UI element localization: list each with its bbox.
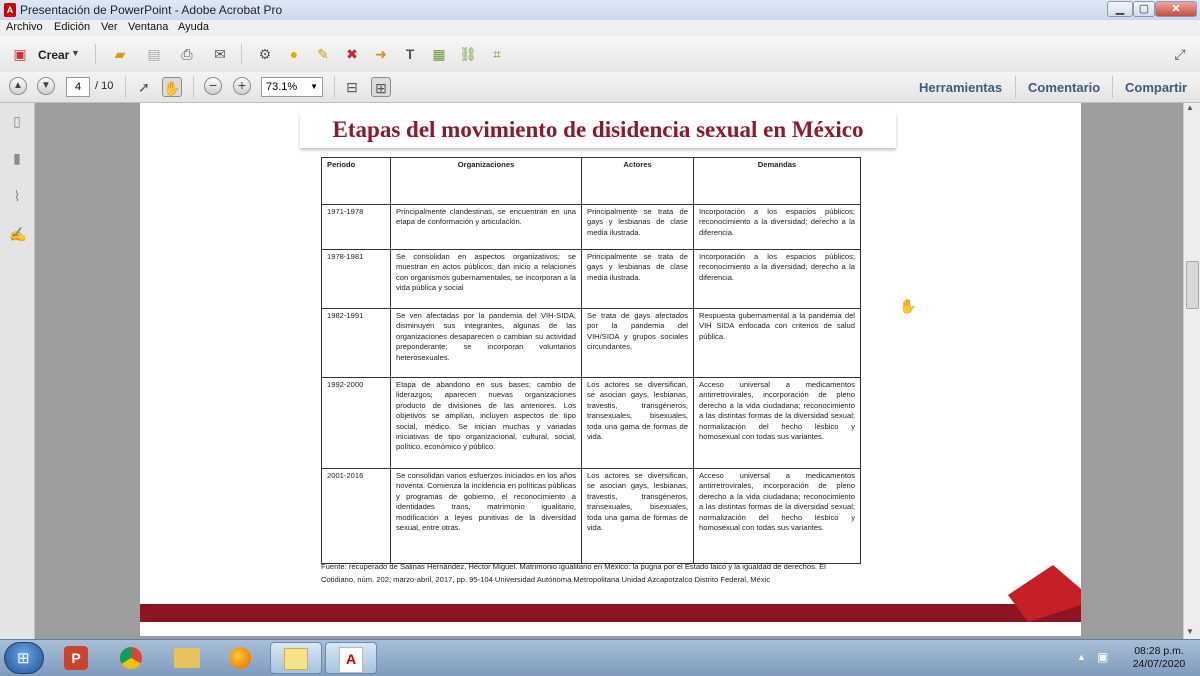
separator <box>241 44 242 64</box>
menu-ver[interactable]: Ver <box>101 21 118 33</box>
acrobat-app-icon: A <box>4 3 16 17</box>
taskbar <box>0 639 1200 676</box>
cell-demandas: Incorporación a los espacios públicos; reconocimiento a la diversidad; derecho a la diferencia. <box>694 250 861 309</box>
page-number-input[interactable]: 4 <box>66 77 90 97</box>
highlight-icon[interactable]: ✎ <box>317 46 329 62</box>
clock-time: 08:28 p.m. <box>1134 645 1184 657</box>
chevron-down-icon[interactable]: ▼ <box>71 48 80 58</box>
source-citation: Fuente: recuperado de Salinas Hernández, Héctor Miguel. Matrimonio igualitario en México: la pugna por el Estado laico y la igualdad de derechos. El Cotidiano, núm. 202, marzo-abril, 2017, pp. 95-104 Universidad Autónoma Metropolitana Unidad Azcapotzalco Distrito Federal, Méxic <box>321 562 826 584</box>
cell-periodo: 2001-2016 <box>322 469 391 564</box>
chrome-icon <box>120 647 142 669</box>
maximize-button[interactable]: ▢ <box>1133 1 1155 17</box>
start-button[interactable] <box>4 642 44 674</box>
page-thumbnails-icon[interactable]: ▯ <box>13 113 21 129</box>
tray-network-icon[interactable]: ▣ <box>1097 650 1109 664</box>
tray-arrow-icon[interactable]: ▲ <box>1077 652 1086 662</box>
zoom-out-icon[interactable]: − <box>204 77 222 95</box>
window-title: Presentación de PowerPoint - Adobe Acrobat Pro <box>20 3 283 17</box>
previous-page-icon[interactable]: ▲ <box>9 77 27 95</box>
page-total: / 10 <box>95 80 114 92</box>
table-row <box>322 250 861 309</box>
open-folder-icon[interactable]: ▰ <box>114 46 126 62</box>
text-edit-icon[interactable]: T <box>405 46 415 62</box>
acrobat-icon: A <box>339 647 363 673</box>
window-title-bar <box>0 0 1200 21</box>
hand-tool-icon[interactable]: ✋ <box>162 77 182 97</box>
next-page-icon[interactable]: ▼ <box>37 77 55 95</box>
comment-link[interactable]: Comentario <box>1028 80 1101 95</box>
comment-icon[interactable]: ● <box>289 46 299 62</box>
file-explorer-icon <box>174 648 200 668</box>
header-demandas: Demandas <box>694 158 861 205</box>
menu-ayuda[interactable]: Ayuda <box>178 21 209 33</box>
tools-link[interactable]: Herramientas <box>919 80 1003 95</box>
fit-page-icon[interactable]: ⊟ <box>346 79 358 95</box>
cell-demandas: Respuesta gubernamental a la pandemia del VIH SIDA enfocada con criterios de salud pública. <box>694 309 861 378</box>
chevron-down-icon[interactable]: ▼ <box>310 82 318 91</box>
print-icon[interactable]: ⎙ <box>181 46 193 62</box>
cell-organizaciones: Principalmente clandestinas, se encuentran en una etapa de conformación y articulación. <box>391 205 582 250</box>
create-button[interactable]: Crear <box>38 48 70 62</box>
cell-organizaciones: Se consolidan en aspectos organizativos; se muestran en actos públicos; dan inicio a relaciones con organismos gubernamentales, se incorporan a la vida pública y social <box>391 250 582 309</box>
table-header-row <box>322 158 861 205</box>
scroll-down-arrow[interactable]: ▼ <box>1186 627 1194 636</box>
taskbar-chrome[interactable] <box>107 642 159 674</box>
taskbar-acrobat[interactable] <box>325 642 377 674</box>
cell-periodo: 1978-1981 <box>322 250 391 309</box>
expand-icon[interactable]: ⤢ <box>1174 46 1186 62</box>
cell-actores: Principalmente se trata de gays y lesbianas de clase media ilustrada. <box>582 205 694 250</box>
image-icon[interactable]: ▦ <box>432 46 446 62</box>
cell-actores: Se trata de gays afectados por la pandemia del VIH/SIDA y grupos sociales circundantes. <box>582 309 694 378</box>
menu-ventana[interactable]: Ventana <box>128 21 169 33</box>
table-row <box>322 378 861 469</box>
menu-bar <box>0 20 1200 36</box>
taskbar-notes[interactable] <box>270 642 322 674</box>
footer-red-band <box>140 604 1081 622</box>
separator <box>334 76 335 98</box>
cell-organizaciones: Se consolidan varios esfuerzos iniciados en los años noventa. Comienza la incidencia en políticas públicas y programas de gobierno, el reconocimiento a identidades trans, matrimonio igualitario, modificación a leyes punitivas de la diversidad sexual, entre otras. <box>391 469 582 564</box>
clock-date: 24/07/2020 <box>1132 658 1186 670</box>
separator <box>193 76 194 98</box>
windows-logo-icon: ⊞ <box>17 650 30 667</box>
decorative-red-shape <box>1008 565 1081 622</box>
cell-organizaciones: Se ven afectadas por la pandemia del VIH-SIDA, disminuyen sus integrantes, algunas de las organizaciones desaparecen o cambian su actividad preponderante; se incorporan voluntarios heterosexuales. <box>391 309 582 378</box>
stages-table <box>321 157 861 564</box>
header-periodo: Periodo <box>322 158 391 205</box>
attachment-icon[interactable]: ⌇ <box>13 188 21 204</box>
main-toolbar <box>0 36 1200 73</box>
delete-icon[interactable]: ✖ <box>346 46 358 62</box>
cell-actores: Los actores se diversifican, se asocian gays, lesbianas, travestis, transgéneros, transexuales, bisexuales, toda una gama de formas de vida. <box>582 378 694 469</box>
settings-icon[interactable]: ⚙ <box>258 46 272 62</box>
slide-title: Etapas del movimiento de disidencia sexual en México <box>332 117 864 142</box>
cell-periodo: 1982-1991 <box>322 309 391 378</box>
menu-archivo[interactable]: Archivo <box>6 21 43 33</box>
separator <box>1015 76 1016 98</box>
separator <box>95 44 96 64</box>
cell-actores: Los actores se diversifican, se asocian gays, lesbianas, travestis, transgéneros, transexuales, bisexuales, toda una gama de formas de vida. <box>582 469 694 564</box>
notes-icon <box>284 648 308 670</box>
bookmark-icon[interactable]: ▮ <box>13 150 21 166</box>
taskbar-firefox[interactable] <box>216 642 268 674</box>
zoom-select[interactable] <box>261 77 323 97</box>
slide-title-box <box>300 112 896 148</box>
powerpoint-icon: P <box>64 646 88 670</box>
separator <box>1112 76 1113 98</box>
navigation-pane <box>0 103 35 639</box>
system-clock[interactable] <box>1120 645 1198 671</box>
zoom-value: 73.1% <box>266 81 298 93</box>
vertical-scrollbar[interactable] <box>1183 103 1200 639</box>
crop-icon[interactable]: ⌗ <box>493 46 501 62</box>
separator <box>125 76 126 98</box>
minimize-button[interactable]: ▁ <box>1107 1 1133 17</box>
taskbar-file-explorer[interactable] <box>162 642 214 674</box>
header-organizaciones: Organizaciones <box>391 158 582 205</box>
close-button[interactable]: ✕ <box>1155 1 1197 17</box>
export-icon[interactable]: ➜ <box>375 46 387 62</box>
cell-organizaciones: Etapa de abandono en sus bases; cambio de liderazgos; aparecen nuevas organizaciones producto de divisiones de las anteriores. Los objetivos se amplían, incluyen aspectos de tipo social, médico. Se inician muchas y variadas iniciativas de tipo organizacional, cultural, social, político, económico y público. <box>391 378 582 469</box>
link-icon[interactable]: ⛓ <box>459 46 477 62</box>
cell-demandas: Incorporación a los espacios públicos; reconocimiento a la diversidad; derecho a la diferencia. <box>694 205 861 250</box>
share-link[interactable]: Compartir <box>1125 80 1188 95</box>
menu-edicion[interactable]: Edición <box>54 21 91 33</box>
cell-actores: Principalmente se trata de gays y lesbianas de clase media ilustrada. <box>582 250 694 309</box>
scroll-up-arrow[interactable]: ▲ <box>1186 103 1194 112</box>
firefox-icon <box>229 647 251 669</box>
cell-periodo: 1992-2000 <box>322 378 391 469</box>
header-actores: Actores <box>582 158 694 205</box>
hand-cursor-icon: ✋ <box>899 298 917 314</box>
table-row <box>322 469 861 564</box>
save-icon[interactable]: ▤ <box>147 46 161 62</box>
zoom-in-icon[interactable]: + <box>233 77 251 95</box>
cell-demandas: Acceso universal a medicamentos antirretrovirales, incorporación de pleno derecho a la vida ciudadana; reconocimiento a las distintas formas de la diversidad sexual; normalización del hecho lésbico y homosexual con todas sus variantes. <box>694 378 861 469</box>
table-row <box>322 309 861 378</box>
scroll-thumb[interactable] <box>1186 261 1199 309</box>
taskbar-powerpoint[interactable] <box>52 642 104 674</box>
select-cursor-icon[interactable]: ➚ <box>138 79 150 95</box>
email-icon[interactable]: ✉ <box>214 46 226 62</box>
signature-icon[interactable]: ✍ <box>9 226 27 242</box>
create-icon[interactable]: ▣ <box>13 46 27 62</box>
cell-demandas: Acceso universal a medicamentos antirretrovirales, incorporación de pleno derecho a la vida ciudadana; reconocimiento a las distintas formas de la diversidad sexual; normalización del hecho lésbico y homosexual con todas sus variantes. <box>694 469 861 564</box>
fit-width-icon[interactable]: ⊞ <box>371 77 391 97</box>
cell-periodo: 1971-1978 <box>322 205 391 250</box>
navigation-toolbar <box>0 72 1200 103</box>
table-row <box>322 205 861 250</box>
